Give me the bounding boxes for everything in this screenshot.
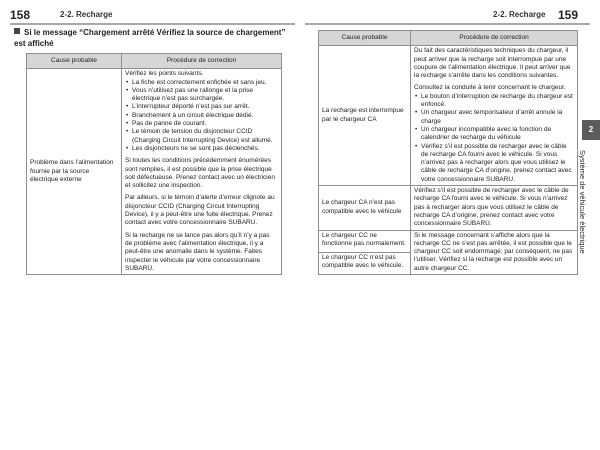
list-item: • Un chargeur avec temporisateur d’arrêt annule la charge — [421, 109, 574, 126]
procedure-cell — [411, 46, 578, 186]
procedure-intro: Consultez la conduite à tenir concernant le chargeur. — [414, 84, 566, 92]
message-heading — [14, 28, 286, 49]
list-item: • Branchement à un circuit électrique dédié. — [132, 112, 278, 120]
right-section-title: 2-2. Recharge — [493, 10, 546, 19]
list-item: • La fiche est correctement enfichée et sans jeu. — [132, 79, 278, 87]
square-bullet-icon — [14, 28, 20, 34]
cause-cell: Le chargeur CC n’est pas compatible avec le véhicule. — [319, 252, 411, 274]
chapter-side-label-text: Système de véhicule électrique — [578, 150, 587, 254]
cause-cell: Le chargeur CC ne fonctionne pas normalement. — [319, 230, 411, 252]
col-header-procedure: Procédure de correction — [411, 31, 578, 46]
right-header-rule — [305, 23, 590, 25]
col-header-cause: Cause probable — [319, 31, 411, 46]
procedure-cell: Vérifiez s’il est possible de recharger avec le câble de recharge CA fourni avec le véhicule. Si vous n’arrivez pas à recharger alors que vous utilisez le câble de recharge CA d’origine, prenez contact avec votre concessionnaire SUBARU. — [411, 186, 578, 230]
procedure-paragraph: Si toutes les conditions précédemment énumérées sont remplies, il est possible que la prise électrique soit défectueuse. Prenez contact avec un électricien et sollicitez une inspection. — [125, 157, 275, 190]
chapter-tab: 2 — [582, 120, 600, 140]
procedure-cell: Si le message concernant s’affiche alors que la recharge CC ne s’est pas arrêtée, il est possible que le chargeur CC soit endommagé; par conséquent, ne pas l’utiliser. Vérifiez si la recharge est possible avec un autre chargeur CC. — [411, 230, 578, 274]
table-row — [27, 69, 282, 275]
check-list — [414, 93, 574, 184]
list-item: • Vous n’utilisez pas une rallonge et la prise électrique n’est pas surchargée. — [132, 87, 278, 104]
check-list — [125, 79, 278, 154]
procedure-paragraph: Si la recharge ne se lance pas alors qu’il n’y a pas de problème avec l’alimentation électrique, il y a peut-être une anomalie dans le système. Faites inspecter le véhicule par votre concessionnaire SUBARU. — [125, 231, 270, 272]
list-item: • Les disjoncteurs ne se sont pas déclenchés. — [132, 145, 278, 153]
procedure-intro: Vérifiez les points suivants. — [125, 70, 204, 78]
procedure-paragraph: Par ailleurs, si le témoin d’alerte d’erreur clignote au disjoncteur CCID (Charging Circuit Interrupting Device), il y a peut-être une fuite électrique. Prenez contact avec votre concessionnaire SUBARU. — [125, 194, 275, 227]
cause-cell: La recharge est interrompue par le chargeur CA — [319, 46, 411, 186]
procedure-paragraph: Du fait des caractéristiques techniques du chargeur, il peut arriver que la recharge soit interrompue par une coupure de l’alimentation électrique. Il peut arriver que la recharge s’arrête dans les conditions suivantes. — [414, 47, 571, 80]
left-section-title: 2-2. Recharge — [60, 10, 113, 19]
right-troubleshooting-table — [318, 30, 578, 275]
right-page-number: 159 — [558, 8, 579, 22]
chapter-side-label — [578, 150, 590, 420]
list-item: • Vérifiez s’il est possible de recharger avec le câble de recharge CA fourni avec le véhicule. Si vous n’arrivez pas à recharger alors que vous utilisez le câble de recharge CA d’origine, prenez contact avec votre concessionnaire SUBARU. — [421, 143, 574, 184]
message-heading-text: Si le message “Chargement arrêté Vérifiez la source de chargement” est affiché — [14, 28, 286, 48]
left-page-header — [0, 0, 300, 27]
list-item: • L’interrupteur déporté n’est pas sur arrêt. — [132, 103, 278, 111]
list-item: • Un chargeur incompatible avec la fonction de calendrier de recharge du véhicule — [421, 126, 574, 143]
table-row — [319, 46, 578, 186]
cause-cell: Le chargeur CA n’est pas compatible avec le véhicule — [319, 186, 411, 230]
left-page-number: 158 — [10, 8, 31, 22]
list-item: • Le bouton d’interruption de recharge du chargeur est enfoncé. — [421, 93, 574, 110]
table-row — [319, 186, 578, 230]
col-header-procedure: Procédure de correction — [122, 54, 282, 69]
right-page-header — [300, 0, 600, 27]
table-row — [319, 230, 578, 252]
cause-cell: Problème dans l’alimentation fournie par la source électrique externe — [27, 69, 122, 275]
list-item: • Le témoin de tension du disjoncteur CCID (Charging Circuit Interrupting Device) est allumé. — [132, 128, 278, 145]
list-item: • Pas de panne de courant. — [132, 120, 278, 128]
procedure-cell — [122, 69, 282, 275]
left-header-rule — [10, 23, 295, 25]
col-header-cause: Cause probable — [27, 54, 122, 69]
left-troubleshooting-table — [26, 53, 282, 275]
